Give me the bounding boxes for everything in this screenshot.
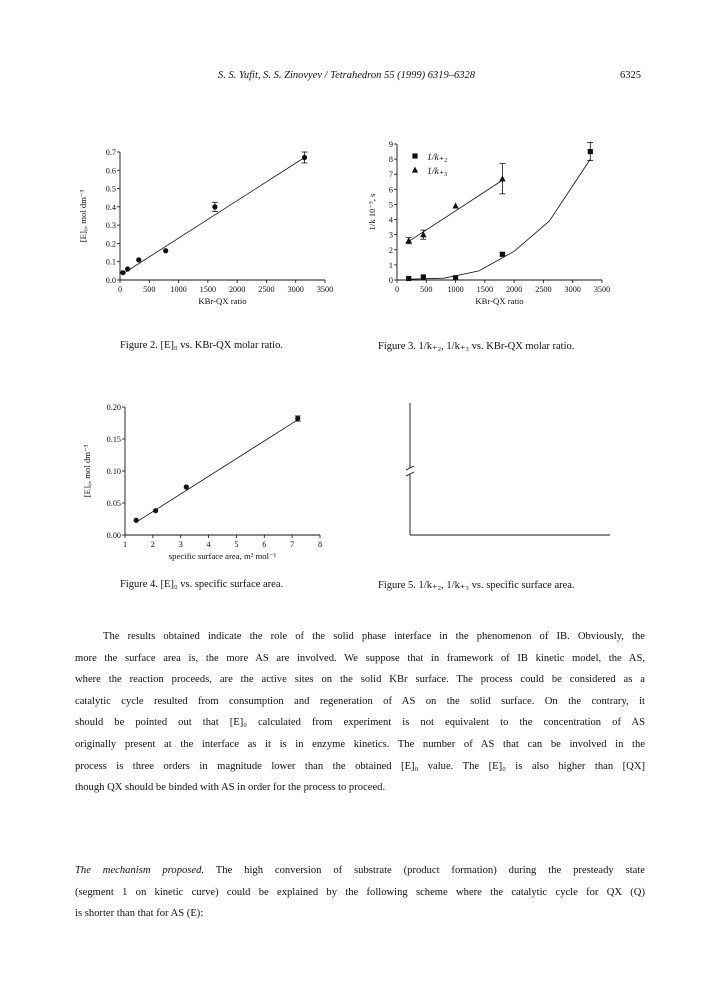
figure-2-caption: Figure 2. [E]₀ vs. KBr-QX molar ratio. — [120, 340, 283, 351]
y-tick-label: 0 — [388, 276, 393, 285]
y-axis-title: [E]₀, mol dm⁻³ — [82, 444, 92, 498]
figure-3-chart — [365, 140, 635, 340]
x-tick-label: 1000 — [447, 285, 464, 294]
y-tick-label: 0.15 — [106, 435, 121, 444]
legend-label: 1/k₊₂ — [427, 152, 448, 163]
text-line — [75, 860, 645, 882]
x-tick-label: 0 — [117, 285, 123, 294]
x-axis-title: specific surface area, m² mol⁻¹ — [168, 551, 277, 561]
data-point — [136, 257, 141, 262]
data-point — [302, 155, 307, 160]
data-point — [421, 274, 426, 279]
text-line: is shorter than that for AS (E): — [75, 908, 204, 920]
y-tick-label: 0.1 — [105, 257, 116, 267]
x-tick-label: 2500 — [535, 285, 552, 294]
x-tick-label: 1000 — [170, 285, 187, 294]
figure-4 — [70, 395, 340, 570]
x-axis-title: KBr-QX ratio — [475, 296, 524, 306]
data-point — [125, 266, 130, 271]
y-tick-label: 0.5 — [105, 184, 116, 194]
data-point — [452, 203, 458, 209]
figure-4-chart — [70, 395, 340, 570]
data-point — [184, 484, 189, 489]
x-tick-label: 2000 — [505, 285, 523, 294]
y-tick-label: 0.00 — [106, 531, 121, 540]
y-tick-label: 0.4 — [105, 202, 116, 212]
figure-3-caption: Figure 3. 1/k₊₂, 1/k₊₃ vs. KBr-QX molar ratio. — [378, 341, 575, 352]
data-point — [420, 231, 426, 237]
y-tick-label: 3 — [388, 230, 393, 240]
figure-2 — [70, 140, 340, 340]
x-tick-label: 2 — [150, 540, 155, 549]
body-paragraph-1 — [75, 626, 645, 799]
y-tick-label: 6 — [388, 185, 393, 195]
x-tick-label: 0 — [394, 285, 400, 294]
data-point — [163, 248, 168, 253]
y-tick-label: 0.0 — [105, 276, 116, 285]
x-tick-label: 4 — [206, 540, 211, 549]
fit-line — [136, 420, 298, 522]
y-tick-label: 4 — [388, 215, 393, 225]
data-point — [453, 275, 458, 280]
fit-line — [409, 180, 503, 241]
text-line: The results obtained indicate the role of the solid phase interface in the phenomenon of IB. Obviously, the — [103, 631, 645, 642]
y-tick-label: 1 — [388, 260, 393, 270]
x-tick-label: 500 — [420, 285, 433, 294]
x-tick-label: 3 — [178, 540, 183, 549]
running-title: S. S. Yufit, S. S. Zinovyev / Tetrahedron 55 (1999) 6319–6328 — [218, 70, 475, 81]
y-tick-label: 0.3 — [105, 221, 116, 231]
legend-label: 1/k₊₃ — [427, 166, 448, 177]
data-point — [406, 276, 411, 281]
y-axis-title: 1/k 10⁻³, s — [367, 193, 377, 231]
x-tick-label: 6 — [262, 540, 267, 549]
page-number: 6325 — [620, 70, 641, 81]
fit-line — [409, 159, 591, 279]
x-tick-label: 1500 — [476, 285, 494, 294]
data-point — [588, 149, 593, 154]
text-line: should be pointed out that [E]₀ calculated from experiment is not equivalent to the concentration of AS — [75, 717, 645, 729]
x-tick-label: 500 — [143, 285, 156, 294]
text-line: catalytic cycle resulted from consumption and regeneration of AS on the solid surface. On the contrary, it — [75, 695, 645, 707]
x-tick-label: 2500 — [258, 285, 275, 294]
y-tick-label: 8 — [388, 155, 393, 165]
data-point — [134, 518, 139, 523]
x-tick-label: 3000 — [287, 285, 304, 294]
figure-5-chart — [360, 395, 630, 570]
text-line: where the reaction proceeds, are the active sites on the solid KBr surface. The process could be considered as a — [75, 674, 645, 686]
x-tick-label: 3500 — [593, 285, 611, 294]
y-tick-label: 7 — [388, 170, 393, 180]
y-tick-label: 0.05 — [106, 499, 121, 508]
body-paragraph-2 — [75, 860, 645, 925]
y-tick-label: 9 — [388, 140, 393, 149]
y-axis-title: [E]₀, mol dm⁻³ — [78, 189, 88, 243]
text-line-rest: The high conversion of substrate (product formation) during the presteady state — [204, 865, 645, 876]
data-point — [212, 204, 217, 209]
data-point — [295, 416, 300, 421]
figure-5-caption: Figure 5. 1/k₊₂, 1/k₊₃ vs. specific surface area. — [378, 580, 575, 591]
y-tick-label: 0.2 — [105, 239, 116, 249]
y-tick-label: 0.10 — [106, 467, 121, 476]
fit-line — [122, 157, 305, 274]
section-lead: The mechanism proposed. — [75, 865, 205, 876]
text-line: process is three orders in magnitude lower than the obtained [E]₀ value. The [E]₀ is also higher than [QX] — [75, 760, 645, 772]
figure-3 — [365, 140, 635, 340]
figure-2-chart — [70, 140, 340, 340]
data-point — [500, 252, 505, 257]
data-point — [153, 508, 158, 513]
data-point — [412, 167, 418, 173]
x-tick-label: 7 — [290, 540, 295, 549]
x-tick-label: 1 — [122, 540, 128, 549]
figure-4-caption: Figure 4. [E]₀ vs. specific surface area. — [120, 579, 284, 590]
figure-5 — [360, 395, 630, 570]
text-line: though QX should be binded with AS in order for the process to proceed. — [75, 782, 386, 794]
x-tick-label: 3500 — [316, 285, 334, 294]
x-tick-label: 3000 — [564, 285, 581, 294]
text-line: more the surface area is, the more AS are involved. We suppose that in framework of IB kinetic model, the AS, — [75, 652, 645, 664]
data-point — [499, 175, 505, 181]
data-point — [412, 153, 417, 158]
x-tick-label: 1500 — [199, 285, 217, 294]
y-tick-label: 5 — [388, 200, 393, 210]
x-axis-title: KBr-QX ratio — [198, 296, 247, 306]
y-tick-label: 2 — [388, 245, 393, 255]
text-line: originally present at the interface as it is in enzyme kinetics. The number of AS that can be involved in the — [75, 738, 645, 750]
text-line: (segment 1 on kinetic curve) could be explained by the following scheme where the catalytic cycle for QX (Q) — [75, 886, 645, 898]
y-tick-label: 0.6 — [105, 166, 116, 176]
x-tick-label: 2000 — [228, 285, 246, 294]
data-point — [120, 270, 125, 275]
y-tick-label: 0.20 — [106, 403, 121, 412]
x-tick-label: 5 — [234, 540, 239, 549]
x-tick-label: 8 — [317, 540, 323, 549]
y-tick-label: 0.7 — [105, 148, 116, 157]
